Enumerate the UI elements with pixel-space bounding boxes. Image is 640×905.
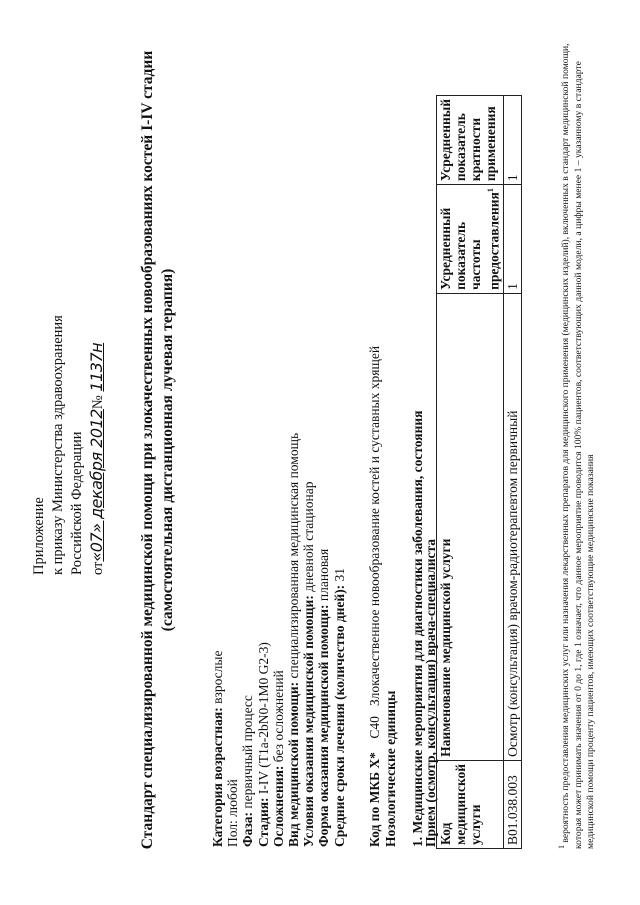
cell-multiplicity: 1 — [503, 95, 521, 184]
icd-block — [367, 346, 399, 847]
footnote-mark: 1 — [557, 845, 566, 849]
icd-row — [367, 346, 383, 847]
appendix-block — [30, 315, 108, 575]
icd-label: Код по МКБ X* — [367, 752, 382, 847]
appendix-line-1: Приложение — [31, 497, 47, 575]
services-table — [436, 95, 522, 849]
footnote — [556, 39, 598, 849]
cell-code: B01.038.003 — [503, 760, 521, 848]
header-frequency: Усредненный показатель частоты предоставления$^1$ — [437, 185, 504, 294]
appendix-handwritten-date: «07» декабря 2012 — [87, 409, 106, 562]
title-line-1: Стандарт специализированной медицинской помощи при злокачественных новообразованиях костей I-IV стадии — [139, 50, 156, 850]
subsection-heading: Прием (осмотр, консультация) врача-специалиста — [423, 538, 438, 847]
param-stage: Стадия: I-IV (T1a-2bN0-1M0 G2-3) — [255, 642, 271, 847]
appendix-line-3: Российской Федерации — [69, 431, 85, 575]
table-row — [503, 95, 521, 848]
cell-frequency: 1 — [503, 185, 521, 294]
header-name: Наименование медицинской услуги — [437, 293, 504, 760]
appendix-line-2: к приказу Министерства здравоохранения — [50, 315, 66, 575]
nosology-label: Нозологические единицы — [383, 690, 398, 847]
section-heading: 1. Медицинские мероприятия для диагностики заболевания, состояния — [410, 410, 425, 847]
appendix-handwritten-number: 1137н — [87, 342, 106, 392]
param-age: Категория возрастная: взрослые — [210, 650, 225, 847]
header-code: Код медицинской услуги — [437, 760, 504, 848]
param-care-type: Вид медицинской помощи: специализированная медицинская помощь — [286, 432, 302, 847]
param-treatment-duration: Средние сроки лечения (количество дней): 31 — [331, 567, 347, 847]
document-title — [138, 35, 178, 865]
param-phase: Фаза: первичный процесс — [240, 695, 256, 847]
icd-description: Злокачественное новообразование костей и суставных хрящей — [367, 345, 382, 706]
table-header-row — [437, 95, 504, 848]
footnote-text: вероятность предоставления медицинских услуг или назначения лекарственных препаратов для медицинского применения (медицинских изделий), включенных в стандарт медицинской помощи, которая может принимать значения от 0 до 1, где 1 означает, что данное мероприятие проводится 100% пациентов, соответствующих данной модели, а цифры менее 1 – указанному в стандарте медицинской помощи проценту пациентов, имеющих соответствующие медицинские показания — [560, 43, 597, 849]
header-multiplicity: Усредненный показатель кратности применения — [437, 95, 504, 184]
param-sex: Пол: любой — [225, 779, 241, 847]
appendix-line-4 — [87, 315, 108, 575]
title-line-2: (самостоятельная дистанционная лучевая терапия) — [159, 268, 176, 632]
appendix-number-sign: № — [90, 395, 106, 410]
param-care-conditions: Условия оказания медицинской помощи: дневной стационар — [301, 481, 317, 847]
cell-name: Осмотр (консультация) врачом-радиотерапевтом первичный — [503, 293, 521, 760]
icd-code: C40 — [367, 716, 382, 739]
standard-parameters — [210, 433, 347, 847]
appendix-date-prefix: от — [90, 561, 106, 575]
param-complications: Осложнения: без осложнений — [270, 670, 286, 847]
param-care-form: Форма оказания медицинской помощи: плановая — [316, 548, 332, 847]
